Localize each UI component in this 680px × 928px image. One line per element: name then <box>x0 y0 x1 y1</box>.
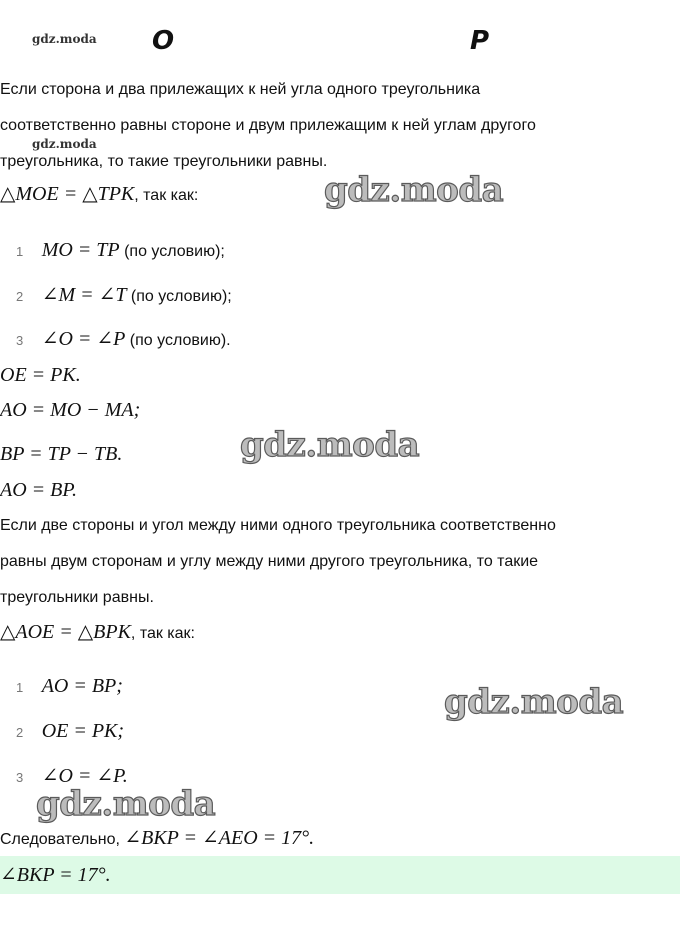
list2-item-math: OE = PK; <box>41 720 125 742</box>
paragraph2-line2: равны двум сторонам и углу между ними другого треугольника, то такие <box>0 553 539 570</box>
conclusion-math: ∠BKP = ∠AEO = 17°. <box>124 827 315 849</box>
equation-bp-tp-tb: BP = TP − TB. <box>0 443 123 465</box>
statement2 <box>0 620 195 644</box>
list1-item-text: (по условию); <box>126 288 232 305</box>
conclusion <box>0 826 314 850</box>
conclusion-prefix: Следовательно, <box>0 831 125 848</box>
paragraph1-line2: соответственно равны стороне и двум прилежащим к ней углам другого <box>0 117 536 134</box>
list2-item-number: 3 <box>16 770 24 785</box>
answer-math: ∠BKP = 17°. <box>0 864 111 886</box>
statement1 <box>0 182 198 206</box>
list1-item <box>16 238 225 262</box>
list1-item-math: ∠M = ∠T <box>41 284 127 306</box>
list2-item <box>16 719 124 743</box>
answer-box <box>0 856 680 894</box>
paragraph1-line3: треугольника, то такие треугольники равны. <box>0 153 328 170</box>
list1-item-text: (по условию). <box>125 332 231 349</box>
list1-item-number: 2 <box>16 289 24 304</box>
statement2-math: △AOE = △BPK <box>0 621 131 643</box>
equation-ao-bp: AO = BP. <box>0 479 78 501</box>
list1-item <box>16 283 232 307</box>
list1-item-number: 3 <box>16 333 24 348</box>
list1-item-math: ∠O = ∠P <box>41 328 126 350</box>
figure-label-p: P <box>470 26 490 56</box>
list2-item <box>16 674 123 698</box>
list1-item-number: 1 <box>16 244 24 259</box>
equation-oe-pk: OE = PK. <box>0 364 81 386</box>
paragraph2-line3: треугольники равны. <box>0 589 154 606</box>
list2-item-math: AO = BP; <box>41 675 123 697</box>
paragraph1-line1: Если сторона и два прилежащих к ней угла одного треугольника <box>0 81 481 98</box>
list1-item <box>16 327 231 351</box>
equation-ao-mo-ma: AO = MO − MA; <box>0 399 141 421</box>
watermark-big-3: gdz.moda <box>444 682 624 722</box>
list2-item-math: ∠O = ∠P. <box>41 765 128 787</box>
statement1-text: , так как: <box>134 187 199 204</box>
watermark-small-mid: gdz.moda <box>32 137 97 151</box>
watermark-big-1: gdz.moda <box>324 170 504 210</box>
statement1-math: △MOE = △TPK <box>0 183 135 205</box>
paragraph2-line1: Если две стороны и угол между ними одного треугольника соответственно <box>0 517 556 534</box>
watermark-small-top: gdz.moda <box>32 32 97 46</box>
list1-item-math: MO = TP <box>41 239 120 261</box>
list1-item-text: (по условию); <box>119 243 225 260</box>
list2-item-number: 1 <box>16 680 24 695</box>
statement2-text: , так как: <box>130 625 195 642</box>
watermark-big-4: gdz.moda <box>36 784 216 824</box>
list2-item-number: 2 <box>16 725 24 740</box>
figure-label-o: O <box>152 26 175 56</box>
watermark-big-2: gdz.moda <box>240 425 420 465</box>
